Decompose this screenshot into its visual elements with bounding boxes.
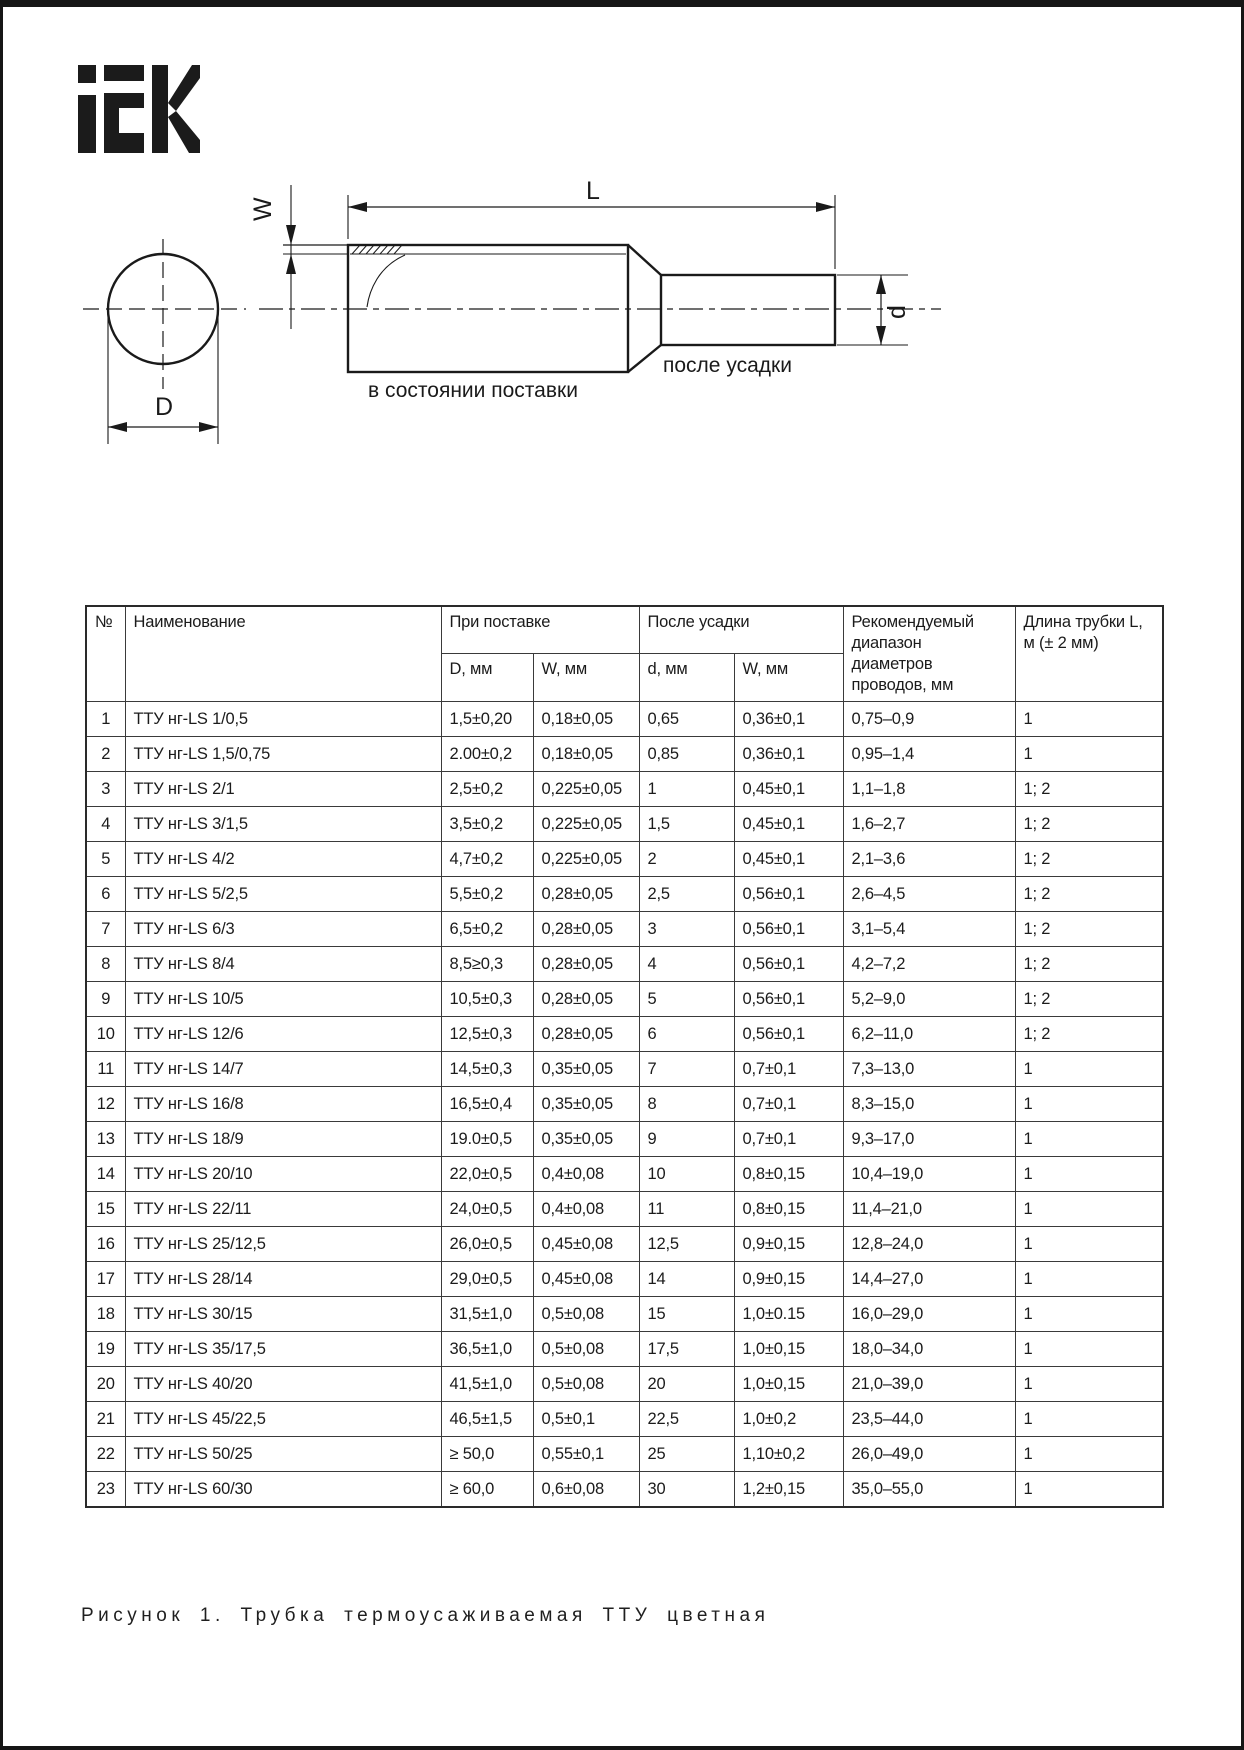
dim-label-L: L: [586, 177, 600, 205]
table-cell: 1; 2: [1015, 912, 1163, 947]
table-cell: 41,5±1,0: [441, 1367, 533, 1402]
col-header-name: Наименование: [125, 606, 441, 702]
table-cell: ТТУ нг-LS 1,5/0,75: [125, 737, 441, 772]
table-row: [86, 1192, 1163, 1227]
table-cell: 31,5±1,0: [441, 1297, 533, 1332]
table-row: [86, 912, 1163, 947]
table-cell: 14,5±0,3: [441, 1052, 533, 1087]
table-cell: 26,0±0,5: [441, 1227, 533, 1262]
table-cell: 1,0±0,15: [734, 1367, 843, 1402]
table-cell: 0,36±0,1: [734, 737, 843, 772]
table-cell: 7,3–13,0: [843, 1052, 1015, 1087]
table-row: [86, 807, 1163, 842]
dim-label-D: D: [155, 393, 174, 421]
table-cell: 1; 2: [1015, 877, 1163, 912]
col-header-supply-d: D, мм: [441, 654, 533, 702]
table-row: [86, 842, 1163, 877]
table-cell: 0,95–1,4: [843, 737, 1015, 772]
table-cell: 29,0±0,5: [441, 1262, 533, 1297]
table-cell: 6,5±0,2: [441, 912, 533, 947]
table-cell: 0,28±0,05: [533, 912, 639, 947]
table-cell: 20: [639, 1367, 734, 1402]
table-cell: 21,0–39,0: [843, 1367, 1015, 1402]
table-cell: 1: [1015, 1262, 1163, 1297]
table-cell: 1: [1015, 1122, 1163, 1157]
table-cell: 0,56±0,1: [734, 982, 843, 1017]
table-cell: 0,56±0,1: [734, 947, 843, 982]
table-cell: ТТУ нг-LS 12/6: [125, 1017, 441, 1052]
dim-label-W: W: [249, 197, 277, 221]
table-cell: 7: [86, 912, 125, 947]
table-cell: 8: [639, 1087, 734, 1122]
table-cell: ТТУ нг-LS 8/4: [125, 947, 441, 982]
table-cell: ТТУ нг-LS 50/25: [125, 1437, 441, 1472]
table-cell: 10,5±0,3: [441, 982, 533, 1017]
table-cell: 1,0±0.15: [734, 1297, 843, 1332]
taper-bottom: [628, 345, 661, 372]
table-cell: 16,5±0,4: [441, 1087, 533, 1122]
table-row: [86, 1157, 1163, 1192]
table-cell: 0,18±0,05: [533, 737, 639, 772]
table-cell: 1; 2: [1015, 807, 1163, 842]
table-cell: 3: [639, 912, 734, 947]
table-cell: ТТУ нг-LS 25/12,5: [125, 1227, 441, 1262]
table-row: [86, 982, 1163, 1017]
table-row: [86, 947, 1163, 982]
table-cell: 2,6–4,5: [843, 877, 1015, 912]
table-row: [86, 1297, 1163, 1332]
table-cell: 14: [86, 1157, 125, 1192]
table-cell: 0,45±0,1: [734, 842, 843, 877]
table-cell: ТТУ нг-LS 4/2: [125, 842, 441, 877]
table-row: [86, 877, 1163, 912]
table-cell: 0,35±0,05: [533, 1122, 639, 1157]
table-cell: ТТУ нг-LS 5/2,5: [125, 877, 441, 912]
table-cell: 2,5: [639, 877, 734, 912]
table-cell: 23: [86, 1472, 125, 1507]
table-cell: 1: [86, 702, 125, 737]
table-cell: 11,4–21,0: [843, 1192, 1015, 1227]
table-cell: 16,0–29,0: [843, 1297, 1015, 1332]
table-row: [86, 737, 1163, 772]
table-cell: 2: [639, 842, 734, 877]
table-row: [86, 1472, 1163, 1507]
table-cell: 0,7±0,1: [734, 1052, 843, 1087]
table-cell: 26,0–49,0: [843, 1437, 1015, 1472]
table-cell: 14: [639, 1262, 734, 1297]
table-cell: 12,8–24,0: [843, 1227, 1015, 1262]
table-cell: 18: [86, 1297, 125, 1332]
table-cell: 3,1–5,4: [843, 912, 1015, 947]
table-cell: 8: [86, 947, 125, 982]
table-cell: 0,56±0,1: [734, 877, 843, 912]
table-cell: 5,2–9,0: [843, 982, 1015, 1017]
col-header-length: Длина трубки L, м (± 2 мм): [1015, 606, 1163, 702]
table-cell: 18,0–34,0: [843, 1332, 1015, 1367]
table-cell: 3,5±0,2: [441, 807, 533, 842]
inner-bore-curve: [367, 255, 405, 307]
table-cell: 4: [86, 807, 125, 842]
table-cell: 1: [639, 772, 734, 807]
table-cell: 0,45±0,1: [734, 807, 843, 842]
table-cell: 1,0±0,15: [734, 1332, 843, 1367]
table-cell: 3: [86, 772, 125, 807]
table-row: [86, 702, 1163, 737]
table-row: [86, 1017, 1163, 1052]
table-row: [86, 1227, 1163, 1262]
table-cell: ТТУ нг-LS 20/10: [125, 1157, 441, 1192]
table-cell: 1,5±0,20: [441, 702, 533, 737]
table-cell: 0,45±0,1: [734, 772, 843, 807]
after-shrink-label: после усадки: [663, 354, 792, 377]
table-row: [86, 772, 1163, 807]
table-cell: 12,5±0,3: [441, 1017, 533, 1052]
table-cell: ТТУ нг-LS 60/30: [125, 1472, 441, 1507]
table-cell: ТТУ нг-LS 2/1: [125, 772, 441, 807]
table-cell: 6: [86, 877, 125, 912]
table-cell: 10: [639, 1157, 734, 1192]
table-cell: 22,0±0,5: [441, 1157, 533, 1192]
table-cell: 2,5±0,2: [441, 772, 533, 807]
table-cell: 25: [639, 1437, 734, 1472]
table-cell: 1,1–1,8: [843, 772, 1015, 807]
table-cell: 1: [1015, 1437, 1163, 1472]
table-cell: 2: [86, 737, 125, 772]
table-cell: 13: [86, 1122, 125, 1157]
table-cell: 1: [1015, 1472, 1163, 1507]
table-cell: 0,8±0,15: [734, 1157, 843, 1192]
table-cell: 9: [639, 1122, 734, 1157]
wall-hatching: [352, 245, 402, 254]
table-cell: 0,8±0,15: [734, 1192, 843, 1227]
table-cell: 0,9±0,15: [734, 1227, 843, 1262]
table-cell: 19.0±0,5: [441, 1122, 533, 1157]
table-cell: 12: [86, 1087, 125, 1122]
table-cell: ТТУ нг-LS 30/15: [125, 1297, 441, 1332]
tube-shrunk-body: [661, 275, 835, 345]
table-cell: 1; 2: [1015, 982, 1163, 1017]
table-cell: 19: [86, 1332, 125, 1367]
table-cell: ТТУ нг-LS 18/9: [125, 1122, 441, 1157]
table-cell: 0,225±0,05: [533, 842, 639, 877]
table-cell: 6,2–11,0: [843, 1017, 1015, 1052]
table-cell: 0,5±0,08: [533, 1367, 639, 1402]
table-cell: 0,35±0,05: [533, 1052, 639, 1087]
table-cell: ТТУ нг-LS 6/3: [125, 912, 441, 947]
table-cell: 1: [1015, 1402, 1163, 1437]
table-cell: 17,5: [639, 1332, 734, 1367]
table-cell: 0,56±0,1: [734, 1017, 843, 1052]
table-cell: ТТУ нг-LS 45/22,5: [125, 1402, 441, 1437]
table-cell: 4: [639, 947, 734, 982]
table-row: [86, 1087, 1163, 1122]
table-cell: ≥ 50,0: [441, 1437, 533, 1472]
table-cell: 8,3–15,0: [843, 1087, 1015, 1122]
table-cell: 1; 2: [1015, 842, 1163, 877]
table-cell: 0,35±0,05: [533, 1087, 639, 1122]
table-cell: ТТУ нг-LS 16/8: [125, 1087, 441, 1122]
table-cell: 1: [1015, 1192, 1163, 1227]
table-cell: 0,45±0,08: [533, 1227, 639, 1262]
table-cell: 10,4–19,0: [843, 1157, 1015, 1192]
table-cell: 36,5±1,0: [441, 1332, 533, 1367]
table-cell: 9: [86, 982, 125, 1017]
table-cell: 1,5: [639, 807, 734, 842]
table-cell: 1: [1015, 1052, 1163, 1087]
table-cell: 1: [1015, 1087, 1163, 1122]
table-cell: 1: [1015, 1332, 1163, 1367]
table-cell: 0,4±0,08: [533, 1157, 639, 1192]
table-cell: 0,85: [639, 737, 734, 772]
table-cell: 23,5–44,0: [843, 1402, 1015, 1437]
table-cell: 0,28±0,05: [533, 1017, 639, 1052]
table-cell: 0,36±0,1: [734, 702, 843, 737]
table-cell: 0,5±0,08: [533, 1297, 639, 1332]
table-cell: 8,5≥0,3: [441, 947, 533, 982]
dim-label-small-d: d: [883, 305, 911, 319]
table-cell: 1,6–2,7: [843, 807, 1015, 842]
table-cell: ТТУ нг-LS 14/7: [125, 1052, 441, 1087]
table-cell: 1: [1015, 1157, 1163, 1192]
table-cell: 22,5: [639, 1402, 734, 1437]
table-cell: 15: [639, 1297, 734, 1332]
table-cell: 5: [86, 842, 125, 877]
table-row: [86, 1437, 1163, 1472]
table-cell: 14,4–27,0: [843, 1262, 1015, 1297]
table-cell: 24,0±0,5: [441, 1192, 533, 1227]
table-cell: 0,55±0,1: [533, 1437, 639, 1472]
table-cell: ТТУ нг-LS 1/0,5: [125, 702, 441, 737]
col-header-shrink-w: W, мм: [734, 654, 843, 702]
table-cell: 1: [1015, 1297, 1163, 1332]
table-cell: 0,18±0,05: [533, 702, 639, 737]
table-cell: 12,5: [639, 1227, 734, 1262]
table-cell: 0,6±0,08: [533, 1472, 639, 1507]
table-cell: 0,7±0,1: [734, 1122, 843, 1157]
table-cell: 0,28±0,05: [533, 982, 639, 1017]
table-cell: 9,3–17,0: [843, 1122, 1015, 1157]
table-cell: ≥ 60,0: [441, 1472, 533, 1507]
table-cell: 2,1–3,6: [843, 842, 1015, 877]
table-cell: 1,2±0,15: [734, 1472, 843, 1507]
table-cell: 17: [86, 1262, 125, 1297]
table-cell: 21: [86, 1402, 125, 1437]
table-cell: 1: [1015, 702, 1163, 737]
table-cell: 35,0–55,0: [843, 1472, 1015, 1507]
table-cell: 1; 2: [1015, 772, 1163, 807]
col-header-supply-group: При поставке: [441, 606, 639, 654]
table-cell: 30: [639, 1472, 734, 1507]
table-cell: 0,5±0,1: [533, 1402, 639, 1437]
table-cell: 4,7±0,2: [441, 842, 533, 877]
table-cell: 0,75–0,9: [843, 702, 1015, 737]
table-cell: ТТУ нг-LS 35/17,5: [125, 1332, 441, 1367]
table-cell: 11: [639, 1192, 734, 1227]
table-cell: 22: [86, 1437, 125, 1472]
table-cell: 2.00±0,2: [441, 737, 533, 772]
table-cell: 0,7±0,1: [734, 1087, 843, 1122]
col-header-shrink-d: d, мм: [639, 654, 734, 702]
table-cell: 1: [1015, 737, 1163, 772]
table-row: [86, 1367, 1163, 1402]
table-cell: 0,45±0,08: [533, 1262, 639, 1297]
table-row: [86, 1402, 1163, 1437]
supplied-state-label: в состоянии поставки: [368, 379, 578, 402]
table-cell: ТТУ нг-LS 40/20: [125, 1367, 441, 1402]
spec-table-body: [86, 702, 1163, 1507]
table-cell: 10: [86, 1017, 125, 1052]
spec-table: [85, 605, 1164, 1508]
table-cell: 7: [639, 1052, 734, 1087]
col-header-supply-w: W, мм: [533, 654, 639, 702]
table-cell: 1,10±0,2: [734, 1437, 843, 1472]
table-cell: 0,9±0,15: [734, 1262, 843, 1297]
table-cell: 11: [86, 1052, 125, 1087]
table-cell: 1: [1015, 1227, 1163, 1262]
table-row: [86, 1122, 1163, 1157]
table-row: [86, 1332, 1163, 1367]
table-cell: 0,28±0,05: [533, 947, 639, 982]
table-cell: ТТУ нг-LS 28/14: [125, 1262, 441, 1297]
table-cell: 20: [86, 1367, 125, 1402]
table-cell: 0,4±0,08: [533, 1192, 639, 1227]
table-cell: 1; 2: [1015, 1017, 1163, 1052]
table-cell: 5,5±0,2: [441, 877, 533, 912]
figure-caption: Рисунок 1. Трубка термоусаживаемая ТТУ цветная: [81, 1605, 770, 1626]
table-cell: 4,2–7,2: [843, 947, 1015, 982]
table-cell: ТТУ нг-LS 3/1,5: [125, 807, 441, 842]
table-cell: 1,0±0,2: [734, 1402, 843, 1437]
table-cell: 0,225±0,05: [533, 807, 639, 842]
technical-drawing: [3, 7, 1003, 507]
table-cell: 0,28±0,05: [533, 877, 639, 912]
table-row: [86, 1052, 1163, 1087]
table-cell: 6: [639, 1017, 734, 1052]
table-cell: 1: [1015, 1367, 1163, 1402]
table-cell: 16: [86, 1227, 125, 1262]
table-cell: 0,5±0,08: [533, 1332, 639, 1367]
col-header-shrink-group: После усадки: [639, 606, 843, 654]
table-cell: 5: [639, 982, 734, 1017]
col-header-range: Рекомендуемый диапазон диаметров проводов, мм: [843, 606, 1015, 702]
table-cell: 0,225±0,05: [533, 772, 639, 807]
table-cell: 15: [86, 1192, 125, 1227]
taper-top: [628, 245, 661, 275]
table-cell: ТТУ нг-LS 10/5: [125, 982, 441, 1017]
table-cell: 46,5±1,5: [441, 1402, 533, 1437]
col-header-num: №: [86, 606, 125, 702]
table-cell: 1; 2: [1015, 947, 1163, 982]
table-row: [86, 1262, 1163, 1297]
table-cell: 0,56±0,1: [734, 912, 843, 947]
table-cell: ТТУ нг-LS 22/11: [125, 1192, 441, 1227]
table-cell: 0,65: [639, 702, 734, 737]
